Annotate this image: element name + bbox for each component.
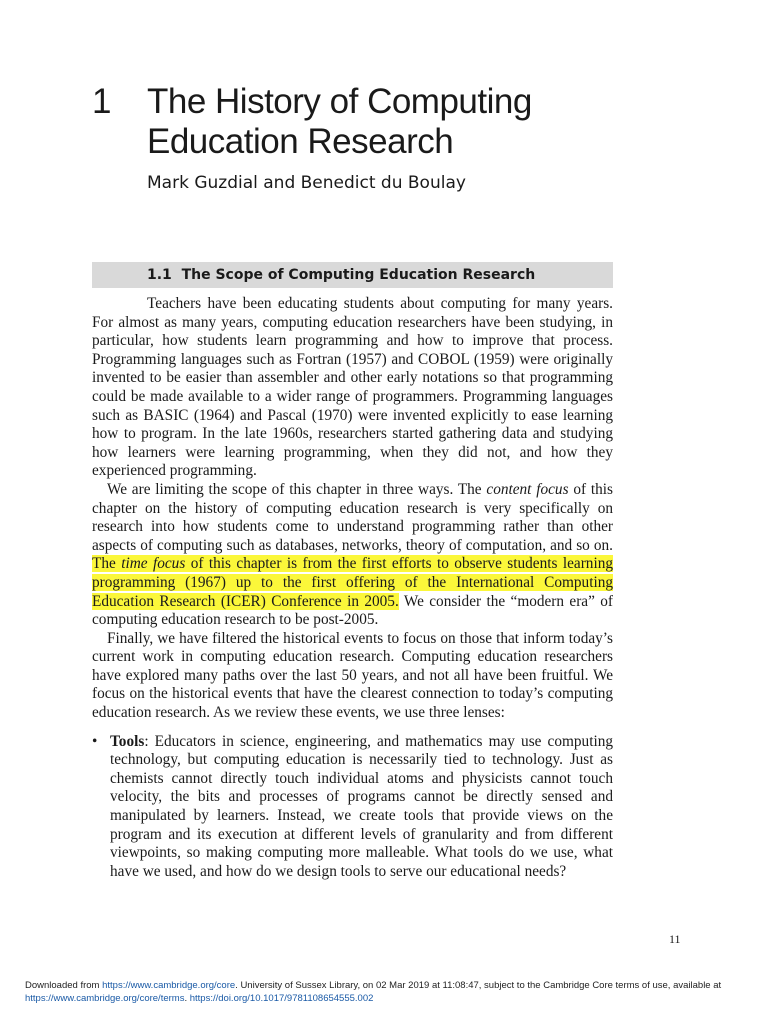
paragraph-3: Finally, we have filtered the historical events to focus on those that inform today’s current work in computing education research. Computing education researchers have explored many paths over the last 50 years, and not all have been fruitful. We focus on the historical events that have the clearest connection to today’s computing education research. As we review these events, we use three lenses: [92,629,613,722]
list-item-text: : Educators in science, engineering, and mathematics may use computing technology, but computing education is necessarily tied to technology. Just as chemists cannot directly touch individual atoms and physicists cannot touch velocity, the bits and processes of programs cannot be directly sensed and manipulated by learners. Instead, we create tools that provide views on the program and its execution at different levels of granularity and from different viewpoints, so making computing more malleable. What tools do we use, what have we used, and how do we design tools to serve our educational needs? [110,732,613,880]
section-heading [147,265,535,285]
chapter-title: The History of Computing Education Research [147,82,532,161]
list-item-tools [92,733,613,882]
paragraph-2-text-b: of this chapter on the history of computing education research is very specifically on research into how students come to understand programming rather than other aspects of computing such as databases, networks, theory of computation, and so on. [92,480,613,554]
lens-list [92,733,613,882]
highlight-text-a: The [92,555,122,573]
download-footer [25,979,755,1005]
body-text [92,295,613,881]
paragraph-1: Teachers have been educating students about computing for many years. For almost as many years, computing education researchers have been studying, in particular, how students learn programming and how to improve that process. Programming languages such as Fortran (1957) and COBOL (1959) were originally invented to be easier than assembler and other early notations so that programming could be made available to a wider range of programmers. Programming languages such as BASIC (1964) and Pascal (1970) were invented explicitly to ease learning how to program. In the late 1960s, researchers started gathering data and studying how learners were learning programming, when they did not, and how they experienced programming. [92,295,613,480]
section-heading-bar [92,262,613,288]
section-title: The Scope of Computing Education Research [181,267,536,283]
list-item-term: Tools [110,732,145,750]
time-focus-term: time focus [121,555,186,573]
section-number: 1.1 [147,267,172,283]
footer-middle: . University of Sussex Library, on 02 Mar 2019 at 11:08:47, subject to the Cambridge Core terms of use, available at [235,980,722,991]
cambridge-core-link[interactable]: https://www.cambridge.org/core [102,980,236,991]
highlight-text-b: of this chapter is from the first efforts to observe students learning programming (1967) up to the first offering of the International Computing Education Research (ICER) Conference in 2005. [92,555,613,610]
paragraph-2-text-a: We are limiting the scope of this chapter in three ways. The [107,480,487,498]
terms-link[interactable]: https://www.cambridge.org/core/terms [25,993,185,1004]
footer-prefix: Downloaded from [25,980,103,991]
doi-link[interactable]: https://doi.org/10.1017/9781108654555.002 [189,993,374,1004]
paragraph-2 [92,481,613,630]
footer-separator: . [184,993,190,1004]
chapter-number: 1 [92,82,112,121]
paragraph-2-text-c: We consider the “modern era” of computing education research to be post-2005. [92,592,613,629]
chapter-authors: Mark Guzdial and Benedict du Boulay [147,173,466,193]
content-focus-term: content focus [486,480,569,498]
page-number: 11 [669,932,681,946]
bullet-icon: • [92,732,98,750]
